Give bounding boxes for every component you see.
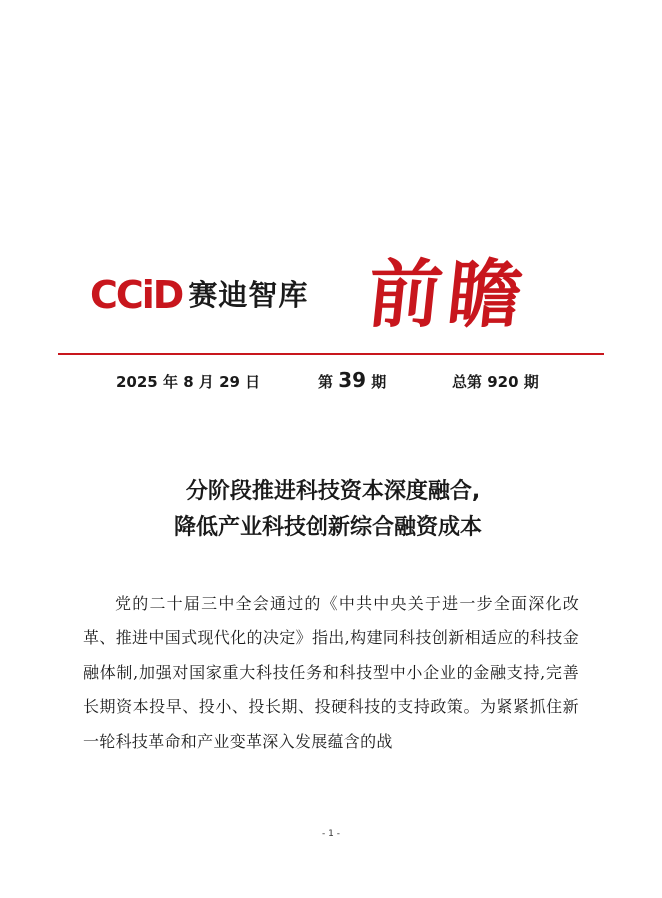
ccid-logo	[90, 272, 308, 318]
header-divider	[58, 353, 604, 355]
headline-line-2: 降低产业科技创新综合融资成本	[173, 515, 482, 540]
issue-number-prefix: 第	[318, 373, 339, 391]
issue-total: 总第 920 期	[452, 373, 539, 391]
logo-brand-text: CCiD	[90, 273, 183, 317]
issue-number-value: 39	[338, 368, 367, 392]
page-number: - 1 -	[322, 829, 340, 839]
headline-line-1: 分阶段推进科技资本深度融合,	[185, 479, 481, 504]
issue-info	[0, 368, 662, 394]
issue-number	[318, 368, 386, 392]
masthead	[0, 250, 662, 350]
issue-number-suffix: 期	[366, 373, 387, 391]
body-paragraph: 党的二十届三中全会通过的《中共中央关于进一步全面深化改革、推进中国式现代化的决定》指出,构建同科技创新相适应的科技金融体制,加强对国家重大科技任务和科技型中小企业的金融支持,完善长期资本投早、投小、投长期、投硬科技的支持政策。为紧紧抓住新一轮科技革命和产业变革深入发展蕴含的战	[83, 594, 579, 751]
logo-chinese-text: 赛迪智库	[188, 278, 309, 312]
article-headline	[0, 474, 662, 546]
issue-date: 2025 年 8 月 29 日	[116, 373, 261, 391]
publication-title: 前瞻	[363, 252, 533, 338]
